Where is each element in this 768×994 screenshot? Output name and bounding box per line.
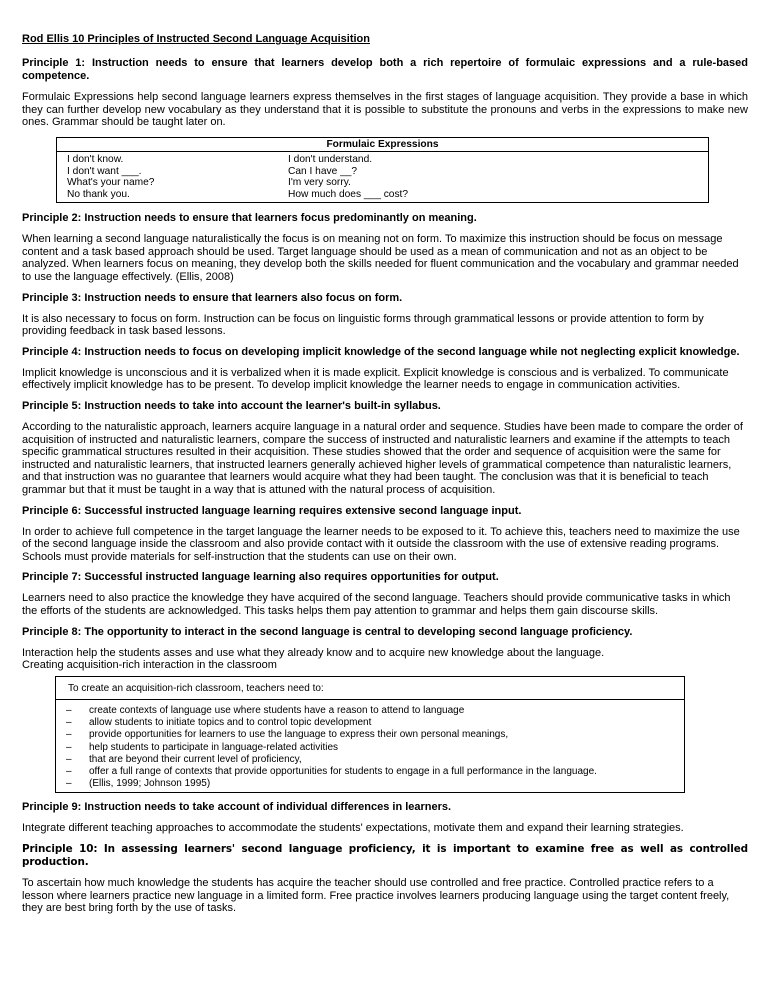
expression-cell: I don't know. bbox=[67, 154, 124, 166]
dash-bullet: – bbox=[66, 729, 72, 741]
principle-6-heading: Principle 6: Successful instructed language learning requires extensive second language input. bbox=[22, 504, 522, 517]
expression-cell: What's your name? bbox=[67, 177, 155, 189]
box-list bbox=[56, 700, 684, 792]
dash-bullet: – bbox=[66, 765, 72, 777]
principle-9-body: Integrate different teaching approaches to accommodate the students' expectations, motivate them and expand their learning strategies. bbox=[22, 822, 684, 835]
principle-3-heading: Principle 3: Instruction needs to ensure that learners also focus on form. bbox=[22, 291, 403, 304]
principle-4-body: Implicit knowledge is unconscious and it is verbalized when it is made explicit. Explicit knowledge is conscious and is verbalized. To communicate effectively implicit knowledge has to be present. To develop implicit knowledge the learner needs to engage in communication activities. bbox=[22, 366, 729, 392]
principle-5-heading: Principle 5: Instruction needs to take into account the learner's built-in syllabus. bbox=[22, 400, 441, 413]
principle-9-heading: Principle 9: Instruction needs to take account of individual differences in learners. bbox=[22, 801, 452, 814]
formulaic-expressions-table bbox=[56, 137, 709, 204]
box-intro: To create an acquisition-rich classroom, teachers need to: bbox=[56, 677, 684, 700]
principle-6-body: In order to achieve full competence in the target language the learner needs to be exposed to it. To achieve this, teachers need to maximize the use of the second language inside the classroom and also provide contact with it outside the classroom with the use of extensive reading programs. Schools must provide materials for self-instruction that the students can use on their own. bbox=[22, 525, 740, 563]
document-page bbox=[22, 32, 748, 923]
list-item-text: provide opportunities for learners to use the language to express their own personal meanings, bbox=[89, 729, 509, 741]
expression-cell: I don't want ___. bbox=[67, 165, 142, 177]
list-item-text: allow students to initiate topics and to control topic development bbox=[89, 717, 372, 729]
principle-7-heading: Principle 7: Successful instructed language learning also requires opportunities for output. bbox=[22, 571, 499, 584]
principle-4-heading: Principle 4: Instruction needs to focus on developing implicit knowledge of the second language while not neglecting explicit knowledge. bbox=[22, 345, 740, 358]
expression-cell: I'm very sorry. bbox=[288, 177, 351, 189]
principle-7-body: Learners need to also practice the knowledge they have acquired of the second language. Teachers should provide communicative tasks in which the efforts of the students are acknowledged. This tasks helps them pay attention to grammar and helps them gain discourse skills. bbox=[22, 592, 731, 617]
list-item bbox=[56, 705, 684, 717]
principle-3-body: It is also necessary to focus on form. Instruction can be focus on linguistic forms through grammatical lessons or provide attention to form by providing feedback in task based lessons. bbox=[22, 312, 704, 338]
list-item-text: help students to participate in language-related activities bbox=[89, 741, 339, 753]
principle-5-body: According to the naturalistic approach, learners acquire language in a natural order and sequence. Studies have been made to compare the order of acquisition of instructed and naturalistic learners, compare the success of instructed and naturalistic learners and examine if the attempts to teach specific grammatical structures resulted in their acquisition. These studies showed that the order and sequence of acquisition were the same for instructed and naturalistic learners, that instructed learners generally achieved higher levels of grammatical competence than naturalistic learners, and that instruction was no guarantee that learners would acquire what they had been taught. The conclusion was that it is beneficial to teach grammar but that it must be taught in a way that is attuned with the natural process of acquisition. bbox=[22, 421, 743, 496]
list-item bbox=[56, 717, 684, 729]
dash-bullet: – bbox=[66, 753, 72, 765]
principle-10-body: To ascertain how much knowledge the students has acquire the teacher should use controlled and free practice. Controlled practice refers to a lesson where learners practice new language in a limited form. Free practice involves learners producing language using the target content freely, they are best bring forth by the use of tasks. bbox=[22, 876, 730, 915]
formulaic-expressions-grid bbox=[57, 154, 708, 200]
list-item bbox=[56, 754, 684, 766]
formulaic-expressions-title: Formulaic Expressions bbox=[326, 138, 439, 150]
dash-bullet: – bbox=[66, 704, 72, 716]
principle-1-body: Formulaic Expressions help second language learners express themselves in the first stages of language acquisition. They provide a base in which they can further develop new vocabulary as they understand that it is possible to substitute the pronouns and verbs in the expressions to make new ones. Grammar should be taught later on. bbox=[22, 91, 748, 129]
principle-8-body-line-2: Creating acquisition-rich interaction in the classroom bbox=[22, 659, 277, 672]
expression-cell: No thank you. bbox=[67, 188, 130, 200]
list-item bbox=[56, 729, 684, 741]
list-item bbox=[56, 778, 684, 790]
principle-2-heading: Principle 2: Instruction needs to ensure that learners focus predominantly on meaning. bbox=[22, 212, 477, 225]
list-item-text: (Ellis, 1999; Johnson 1995) bbox=[89, 778, 211, 790]
dash-bullet: – bbox=[66, 778, 72, 790]
table-divider bbox=[57, 150, 708, 152]
expression-cell: How much does ___ cost? bbox=[288, 188, 409, 200]
dash-bullet: – bbox=[66, 717, 72, 729]
principle-2-body: When learning a second language naturalistically the focus is on meaning not on form. To maximize this instruction should be focus on message content and a task based approach should be used. Target language should be used as a mean of communication and not as an object to be analyzed. When learners focus on meaning, they develop both the skills needed for fluent communication and the vocabulary and grammar needed to use the language effectively. (Ellis, 2008) bbox=[22, 233, 739, 284]
list-item-text: offer a full range of contexts that provide opportunities for students to engage in a full performance in the language. bbox=[89, 765, 597, 777]
list-item bbox=[56, 742, 684, 754]
principle-10-heading: Principle 10: In assessing learners' second language proficiency, it is important to examine free as well as controlled production. bbox=[22, 842, 748, 868]
expression-cell: I don't understand. bbox=[288, 154, 373, 166]
principle-1-heading: Principle 1: Instruction needs to ensure that learners develop both a rich repertoire of formulaic expressions and a rule-based competence. bbox=[22, 57, 748, 82]
dash-bullet: – bbox=[66, 741, 72, 753]
acquisition-rich-box bbox=[55, 676, 685, 794]
expression-cell: Can I have __? bbox=[288, 165, 358, 177]
list-item-text: that are beyond their current level of proficiency, bbox=[89, 753, 302, 765]
list-item-text: create contexts of language use where students have a reason to attend to language bbox=[89, 704, 465, 716]
principle-8-heading: Principle 8: The opportunity to interact in the second language is central to developing second language proficiency. bbox=[22, 625, 633, 638]
document-title: Rod Ellis 10 Principles of Instructed Second Language Acquisition bbox=[22, 33, 370, 45]
principle-8-body-line-1: Interaction help the students asses and use what they already know and to acquire new knowledge about the language. bbox=[22, 646, 605, 659]
list-item bbox=[56, 766, 684, 778]
